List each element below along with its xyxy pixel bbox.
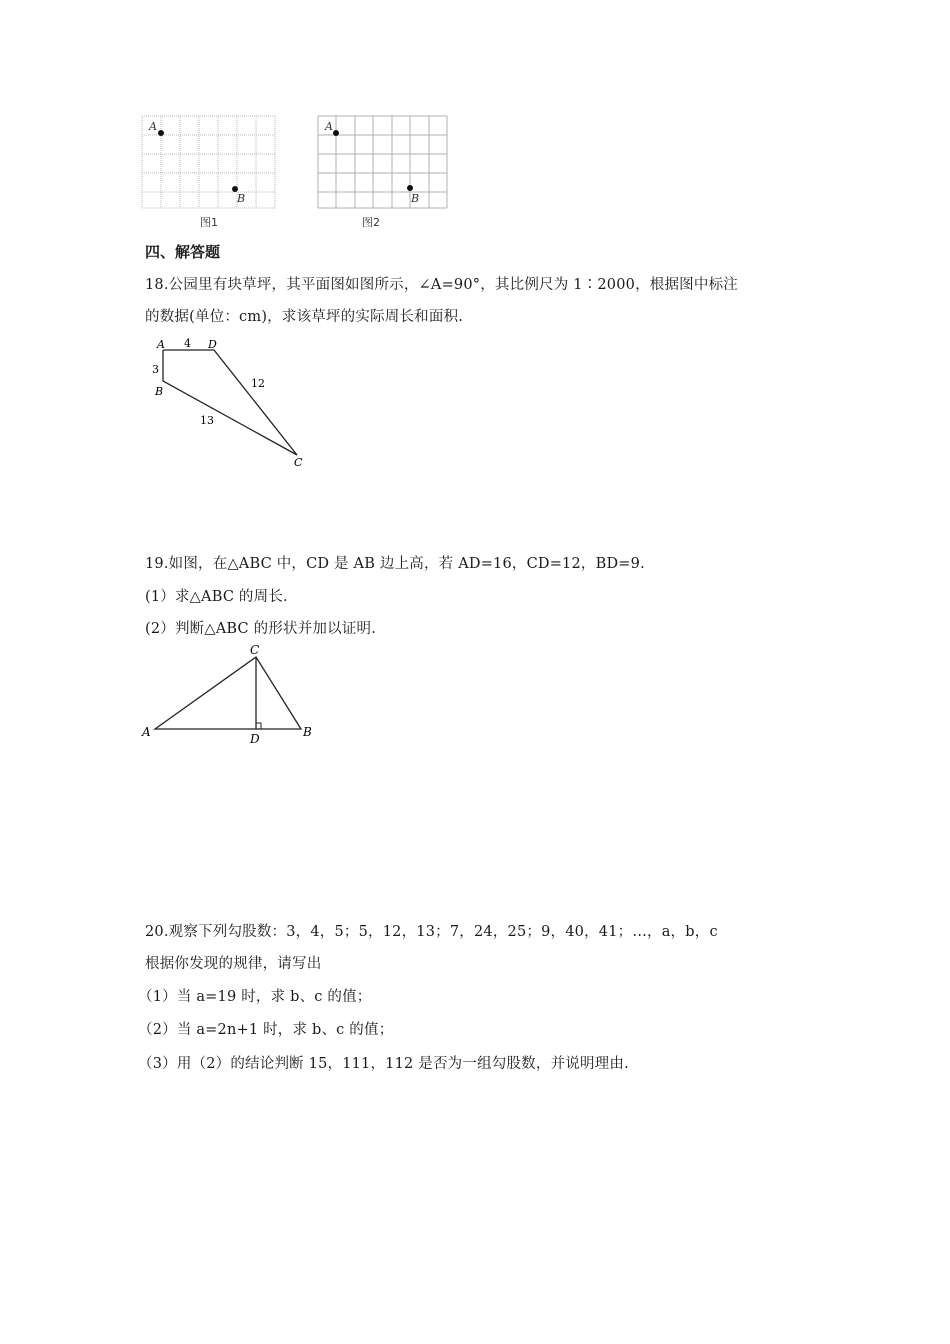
q20-text-line-2: 根据你发现的规律，请写出	[145, 956, 322, 972]
q18-length-dc: 12	[251, 377, 265, 390]
q18-length-ab: 3	[152, 363, 159, 376]
q18-length-bc: 13	[200, 414, 214, 427]
q19-label-c: C	[250, 643, 260, 657]
grid-figure-2	[316, 113, 451, 215]
q18-length-ad: 4	[184, 337, 191, 350]
point-b-label: B	[411, 192, 420, 205]
q20-part-3: （3）用（2）的结论判断 15，111，112 是否为一组勾股数，并说明理由.	[138, 1056, 629, 1072]
grid-figure-2-svg	[316, 113, 451, 211]
q20-part-1: （1）当 a=19 时，求 b、c 的值；	[138, 989, 372, 1005]
q18-label-b: B	[155, 385, 164, 398]
q19-part-2: (2）判断△ABC 的形状并加以证明.	[145, 621, 377, 637]
point-b-label: B	[237, 192, 246, 205]
point-a-label: A	[325, 120, 333, 133]
q19-part-1: (1）求△ABC 的周长.	[145, 589, 288, 605]
q19-label-b: B	[303, 725, 312, 739]
grid-figure-1	[140, 113, 280, 215]
q18-label-d: D	[208, 338, 217, 351]
grid-figure-1-caption: 图1	[200, 216, 218, 229]
point-b-dot	[407, 185, 413, 191]
point-a-dot	[158, 130, 164, 136]
q18-text-line-1: 18.公园里有块草坪，其平面图如图所示，∠A=90°，其比例尺为 1∶2000，根据图中标注	[145, 277, 738, 293]
q18-text-line-2: 的数据(单位：cm)，求该草坪的实际周长和面积.	[145, 309, 464, 325]
q20-part-2: （2）当 a=2n+1 时，求 b、c 的值；	[138, 1022, 394, 1038]
q18-label-a: A	[157, 338, 165, 351]
point-a-label: A	[149, 120, 157, 133]
q19-label-a: A	[142, 725, 151, 739]
grid-figure-2-caption: 图2	[362, 216, 380, 229]
point-a-dot	[333, 130, 339, 136]
q19-figure-svg	[135, 640, 325, 750]
q18-label-c: C	[294, 456, 303, 469]
q19-label-d: D	[250, 732, 260, 746]
q19-text-line-1: 19.如图，在△ABC 中，CD 是 AB 边上高，若 AD=16，CD=12，BD=9.	[145, 556, 645, 572]
section-heading: 四、解答题	[145, 243, 221, 261]
q18-quadrilateral-figure	[145, 335, 320, 479]
grid-figure-1-svg	[140, 113, 280, 211]
q19-triangle-figure	[135, 640, 325, 754]
q20-text-line-1: 20.观察下列勾股数：3，4，5；5，12，13；7，24，25；9，40，41；…，a，b，c	[145, 924, 718, 940]
q18-figure-svg	[145, 335, 320, 475]
